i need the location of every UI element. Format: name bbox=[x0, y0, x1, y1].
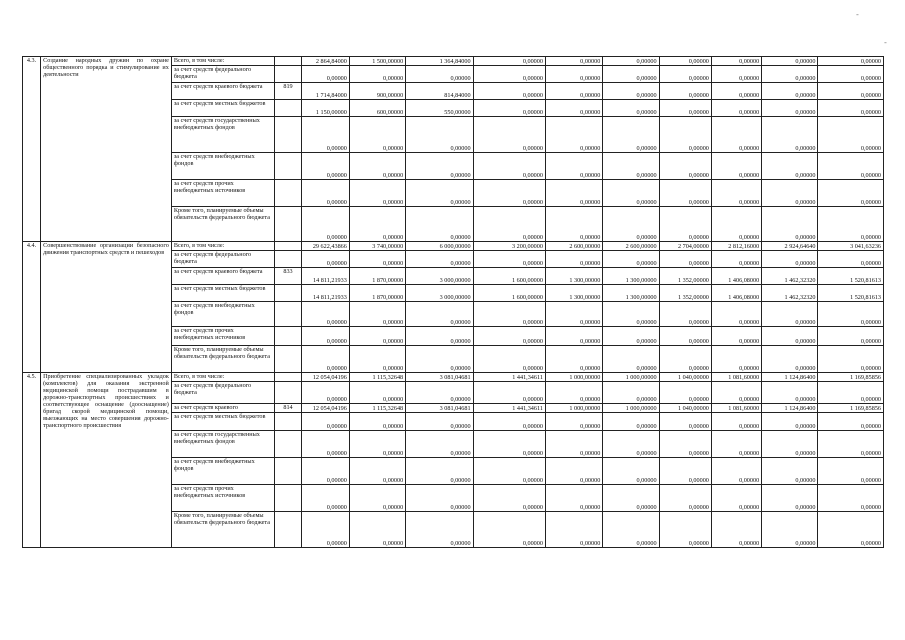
amount-cell: 0,00000 bbox=[406, 512, 473, 548]
amount-cell: 1 000,00000 bbox=[603, 373, 659, 382]
amount-cell: 0,00000 bbox=[603, 251, 659, 268]
amount-cell: 1 124,86400 bbox=[762, 373, 818, 382]
amount-cell: 0,00000 bbox=[659, 327, 711, 346]
amount-cell: 900,00000 bbox=[349, 83, 405, 100]
funding-source-label: за счет средств внебюджетных фондов bbox=[171, 153, 275, 180]
amount-cell: 0,00000 bbox=[545, 327, 602, 346]
budget-code bbox=[275, 66, 301, 83]
amount-cell: 0,00000 bbox=[301, 302, 349, 327]
amount-cell: 0,00000 bbox=[349, 207, 405, 242]
amount-cell: 0,00000 bbox=[545, 251, 602, 268]
amount-cell: 0,00000 bbox=[545, 180, 602, 207]
amount-cell: 0,00000 bbox=[818, 180, 884, 207]
amount-cell: 0,00000 bbox=[711, 458, 761, 485]
amount-cell: 0,00000 bbox=[762, 117, 818, 153]
amount-cell: 0,00000 bbox=[711, 153, 761, 180]
amount-cell: 1 150,00000 bbox=[301, 100, 349, 117]
amount-cell: 0,00000 bbox=[659, 100, 711, 117]
amount-cell: 0,00000 bbox=[762, 180, 818, 207]
amount-cell: 0,00000 bbox=[711, 251, 761, 268]
amount-cell: 1 000,00000 bbox=[545, 404, 602, 413]
amount-cell: 0,00000 bbox=[406, 180, 473, 207]
amount-cell: 0,00000 bbox=[406, 207, 473, 242]
amount-cell: 0,00000 bbox=[406, 458, 473, 485]
amount-cell: 0,00000 bbox=[818, 57, 884, 66]
amount-cell: 0,00000 bbox=[406, 327, 473, 346]
funding-source-label: за счет средств внебюджетных фондов bbox=[171, 458, 275, 485]
amount-cell: 0,00000 bbox=[659, 431, 711, 458]
amount-cell: 0,00000 bbox=[406, 413, 473, 431]
amount-cell: 0,00000 bbox=[545, 83, 602, 100]
amount-cell: 0,00000 bbox=[603, 57, 659, 66]
amount-cell: 2 704,00000 bbox=[659, 242, 711, 251]
amount-cell: 0,00000 bbox=[818, 512, 884, 548]
amount-cell: 0,00000 bbox=[603, 346, 659, 373]
budget-code bbox=[275, 431, 301, 458]
funding-source-label: Всего, в том числе: bbox=[171, 242, 275, 251]
table-row bbox=[23, 242, 884, 251]
amount-cell: 0,00000 bbox=[473, 66, 545, 83]
amount-cell: 0,00000 bbox=[301, 251, 349, 268]
funding-source-label: за счет средств прочих внебюджетных источников bbox=[171, 485, 275, 512]
amount-cell: 0,00000 bbox=[301, 382, 349, 404]
amount-cell: 0,00000 bbox=[406, 485, 473, 512]
amount-cell: 14 811,21933 bbox=[301, 285, 349, 302]
amount-cell: 0,00000 bbox=[762, 251, 818, 268]
amount-cell: 0,00000 bbox=[659, 83, 711, 100]
amount-cell: 3 081,04681 bbox=[406, 404, 473, 413]
amount-cell: 0,00000 bbox=[762, 431, 818, 458]
amount-cell: 1 300,00000 bbox=[545, 268, 602, 285]
amount-cell: 0,00000 bbox=[473, 57, 545, 66]
amount-cell: 1 520,81613 bbox=[818, 285, 884, 302]
amount-cell: 0,00000 bbox=[711, 207, 761, 242]
amount-cell: 0,00000 bbox=[473, 251, 545, 268]
amount-cell: 0,00000 bbox=[545, 346, 602, 373]
amount-cell: 0,00000 bbox=[603, 153, 659, 180]
amount-cell: 0,00000 bbox=[473, 207, 545, 242]
amount-cell: 0,00000 bbox=[818, 207, 884, 242]
funding-source-label: за счет средств прочих внебюджетных источников bbox=[171, 180, 275, 207]
amount-cell: 0,00000 bbox=[762, 458, 818, 485]
amount-cell: 0,00000 bbox=[301, 207, 349, 242]
amount-cell: 0,00000 bbox=[762, 327, 818, 346]
amount-cell: 0,00000 bbox=[406, 302, 473, 327]
amount-cell: 1 124,86400 bbox=[762, 404, 818, 413]
budget-code bbox=[275, 327, 301, 346]
budget-code: 819 bbox=[275, 83, 301, 100]
amount-cell: 0,00000 bbox=[473, 100, 545, 117]
budget-code bbox=[275, 207, 301, 242]
amount-cell: 0,00000 bbox=[406, 431, 473, 458]
budget-code bbox=[275, 373, 301, 382]
amount-cell: 0,00000 bbox=[659, 207, 711, 242]
amount-cell: 0,00000 bbox=[473, 512, 545, 548]
section-number: 4.5. bbox=[23, 373, 41, 548]
amount-cell: 0,00000 bbox=[659, 512, 711, 548]
amount-cell: 1 406,08000 bbox=[711, 268, 761, 285]
funding-source-label: за счет средств государственных внебюджетных фондов bbox=[171, 431, 275, 458]
amount-cell: 0,00000 bbox=[711, 346, 761, 373]
amount-cell: 0,00000 bbox=[818, 83, 884, 100]
amount-cell: 0,00000 bbox=[473, 180, 545, 207]
amount-cell: 0,00000 bbox=[603, 100, 659, 117]
funding-source-label: за счет средств внебюджетных фондов bbox=[171, 302, 275, 327]
amount-cell: 0,00000 bbox=[762, 346, 818, 373]
amount-cell: 1 462,32320 bbox=[762, 268, 818, 285]
amount-cell: 0,00000 bbox=[659, 66, 711, 83]
amount-cell: 1 870,00000 bbox=[349, 268, 405, 285]
budget-code bbox=[275, 285, 301, 302]
amount-cell: 0,00000 bbox=[659, 302, 711, 327]
amount-cell: 1 462,32320 bbox=[762, 285, 818, 302]
amount-cell: 0,00000 bbox=[711, 180, 761, 207]
funding-source-label: за счет средств федерального бюджета bbox=[171, 66, 275, 83]
amount-cell: 0,00000 bbox=[473, 302, 545, 327]
budget-code bbox=[275, 485, 301, 512]
amount-cell: 0,00000 bbox=[659, 382, 711, 404]
amount-cell: 1 441,34611 bbox=[473, 404, 545, 413]
budget-code bbox=[275, 512, 301, 548]
amount-cell: 0,00000 bbox=[659, 153, 711, 180]
amount-cell: 3 000,00000 bbox=[406, 285, 473, 302]
amount-cell: 0,00000 bbox=[711, 302, 761, 327]
budget-code bbox=[275, 413, 301, 431]
amount-cell: 0,00000 bbox=[349, 458, 405, 485]
funding-source-label: Всего, в том числе: bbox=[171, 57, 275, 66]
amount-cell: 0,00000 bbox=[818, 431, 884, 458]
amount-cell: 0,00000 bbox=[762, 485, 818, 512]
amount-cell: 0,00000 bbox=[301, 117, 349, 153]
amount-cell: 0,00000 bbox=[762, 512, 818, 548]
amount-cell: 0,00000 bbox=[659, 413, 711, 431]
budget-code bbox=[275, 382, 301, 404]
section-number: 4.4. bbox=[23, 242, 41, 373]
amount-cell: 6 000,00000 bbox=[406, 242, 473, 251]
amount-cell: 0,00000 bbox=[603, 83, 659, 100]
table-row bbox=[23, 57, 884, 66]
amount-cell: 0,00000 bbox=[818, 153, 884, 180]
amount-cell: 12 054,04196 bbox=[301, 373, 349, 382]
amount-cell: 1 115,32648 bbox=[349, 404, 405, 413]
amount-cell: 0,00000 bbox=[603, 413, 659, 431]
amount-cell: 0,00000 bbox=[659, 117, 711, 153]
amount-cell: 0,00000 bbox=[711, 382, 761, 404]
funding-source-label: за счет средств краевого бюджета bbox=[171, 268, 275, 285]
funding-source-label: Кроме того, планируемые объемы обязательств федерального бюджета bbox=[171, 207, 275, 242]
amount-cell: 0,00000 bbox=[301, 66, 349, 83]
funding-source-label: Всего, в том числе: bbox=[171, 373, 275, 382]
amount-cell: 0,00000 bbox=[603, 207, 659, 242]
amount-cell: 0,00000 bbox=[818, 458, 884, 485]
amount-cell: 0,00000 bbox=[349, 180, 405, 207]
amount-cell: 0,00000 bbox=[301, 431, 349, 458]
funding-source-label: за счет средств местных бюджетов bbox=[171, 285, 275, 302]
amount-cell: 0,00000 bbox=[603, 485, 659, 512]
funding-source-label: Кроме того, планируемые объемы обязательств федерального бюджета bbox=[171, 346, 275, 373]
amount-cell: 0,00000 bbox=[301, 458, 349, 485]
amount-cell: 0,00000 bbox=[818, 302, 884, 327]
amount-cell: 0,00000 bbox=[603, 431, 659, 458]
amount-cell: 2 864,84000 bbox=[301, 57, 349, 66]
budget-code bbox=[275, 153, 301, 180]
funding-source-label: за счет средств местных бюджетов bbox=[171, 100, 275, 117]
amount-cell: 0,00000 bbox=[301, 180, 349, 207]
amount-cell: 1 169,85856 bbox=[818, 404, 884, 413]
amount-cell: 1 352,00000 bbox=[659, 285, 711, 302]
amount-cell: 0,00000 bbox=[711, 100, 761, 117]
amount-cell: 0,00000 bbox=[473, 327, 545, 346]
amount-cell: 0,00000 bbox=[545, 153, 602, 180]
amount-cell: 3 000,00000 bbox=[406, 268, 473, 285]
amount-cell: 0,00000 bbox=[603, 302, 659, 327]
amount-cell: 0,00000 bbox=[659, 57, 711, 66]
amount-cell: 0,00000 bbox=[818, 66, 884, 83]
funding-source-label: за счет средств федерального бюджета bbox=[171, 382, 275, 404]
amount-cell: 0,00000 bbox=[603, 180, 659, 207]
amount-cell: 0,00000 bbox=[473, 346, 545, 373]
amount-cell: 0,00000 bbox=[406, 251, 473, 268]
amount-cell: 0,00000 bbox=[473, 117, 545, 153]
amount-cell: 1 000,00000 bbox=[545, 373, 602, 382]
amount-cell: 814,84000 bbox=[406, 83, 473, 100]
amount-cell: 0,00000 bbox=[711, 66, 761, 83]
amount-cell: 0,00000 bbox=[349, 382, 405, 404]
amount-cell: 0,00000 bbox=[349, 431, 405, 458]
amount-cell: 0,00000 bbox=[545, 458, 602, 485]
amount-cell: 0,00000 bbox=[762, 100, 818, 117]
corner-mark: - bbox=[884, 38, 887, 47]
amount-cell: 14 811,21933 bbox=[301, 268, 349, 285]
amount-cell: 0,00000 bbox=[711, 485, 761, 512]
budget-code bbox=[275, 346, 301, 373]
amount-cell: 0,00000 bbox=[349, 153, 405, 180]
amount-cell: 0,00000 bbox=[762, 153, 818, 180]
amount-cell: 0,00000 bbox=[711, 512, 761, 548]
budget-code bbox=[275, 242, 301, 251]
amount-cell: 0,00000 bbox=[762, 66, 818, 83]
amount-cell: 550,00000 bbox=[406, 100, 473, 117]
budget-code bbox=[275, 251, 301, 268]
amount-cell: 0,00000 bbox=[473, 153, 545, 180]
amount-cell: 0,00000 bbox=[349, 66, 405, 83]
amount-cell: 0,00000 bbox=[406, 382, 473, 404]
amount-cell: 0,00000 bbox=[406, 153, 473, 180]
amount-cell: 0,00000 bbox=[818, 382, 884, 404]
amount-cell: 0,00000 bbox=[603, 458, 659, 485]
amount-cell: 0,00000 bbox=[301, 327, 349, 346]
amount-cell: 0,00000 bbox=[406, 117, 473, 153]
amount-cell: 29 622,43866 bbox=[301, 242, 349, 251]
amount-cell: 0,00000 bbox=[545, 207, 602, 242]
amount-cell: 1 352,00000 bbox=[659, 268, 711, 285]
amount-cell: 2 812,16000 bbox=[711, 242, 761, 251]
amount-cell: 1 600,00000 bbox=[473, 268, 545, 285]
amount-cell: 0,00000 bbox=[545, 512, 602, 548]
budget-code: 833 bbox=[275, 268, 301, 285]
amount-cell: 0,00000 bbox=[545, 100, 602, 117]
amount-cell: 1 040,00000 bbox=[659, 373, 711, 382]
amount-cell: 0,00000 bbox=[818, 327, 884, 346]
budget-code bbox=[275, 458, 301, 485]
corner-mark: - bbox=[856, 10, 859, 19]
amount-cell: 0,00000 bbox=[603, 512, 659, 548]
amount-cell: 0,00000 bbox=[473, 413, 545, 431]
funding-source-label: за счет средств краевого bbox=[171, 404, 275, 413]
amount-cell: 0,00000 bbox=[545, 382, 602, 404]
amount-cell: 0,00000 bbox=[349, 327, 405, 346]
amount-cell: 0,00000 bbox=[349, 251, 405, 268]
amount-cell: 1 300,00000 bbox=[545, 285, 602, 302]
amount-cell: 0,00000 bbox=[762, 382, 818, 404]
amount-cell: 0,00000 bbox=[818, 485, 884, 512]
amount-cell: 1 300,00000 bbox=[603, 268, 659, 285]
amount-cell: 0,00000 bbox=[659, 458, 711, 485]
amount-cell: 0,00000 bbox=[818, 117, 884, 153]
funding-source-label: за счет средств прочих внебюджетных источников bbox=[171, 327, 275, 346]
amount-cell: 0,00000 bbox=[301, 512, 349, 548]
amount-cell: 1 406,08000 bbox=[711, 285, 761, 302]
amount-cell: 3 081,04681 bbox=[406, 373, 473, 382]
amount-cell: 0,00000 bbox=[545, 57, 602, 66]
amount-cell: 0,00000 bbox=[762, 83, 818, 100]
amount-cell: 0,00000 bbox=[711, 413, 761, 431]
amount-cell: 0,00000 bbox=[406, 346, 473, 373]
amount-cell: 1 115,32648 bbox=[349, 373, 405, 382]
amount-cell: 0,00000 bbox=[473, 431, 545, 458]
budget-code: 814 bbox=[275, 404, 301, 413]
amount-cell: 0,00000 bbox=[711, 431, 761, 458]
amount-cell: 1 870,00000 bbox=[349, 285, 405, 302]
table-row bbox=[23, 373, 884, 382]
section-number: 4.3. bbox=[23, 57, 41, 242]
amount-cell: 0,00000 bbox=[603, 117, 659, 153]
amount-cell: 0,00000 bbox=[659, 346, 711, 373]
amount-cell: 1 520,81613 bbox=[818, 268, 884, 285]
funding-source-label: за счет средств федерального бюджета bbox=[171, 251, 275, 268]
amount-cell: 0,00000 bbox=[545, 117, 602, 153]
section-title: Приобретение специализированных укладок (комплектов) для оказания экстренной медицинской помощи пострадавшим в дорожно-транспортных происшествиях и соответствующее оснащение (дооснащение) бригад скорой медицинской помощи, выезжающих на место совершения дорожно-транспортного происшествия bbox=[41, 373, 172, 548]
amount-cell: 0,00000 bbox=[301, 153, 349, 180]
amount-cell: 0,00000 bbox=[711, 57, 761, 66]
section-title: Создание народных дружин по охране общественного порядка и стимулирование их деятельности bbox=[41, 57, 172, 242]
funding-source-label: за счет средств местных бюджетов bbox=[171, 413, 275, 431]
funding-source-label: Кроме того, планируемые объемы обязательств федерального бюджета bbox=[171, 512, 275, 548]
budget-code bbox=[275, 117, 301, 153]
amount-cell: 0,00000 bbox=[349, 302, 405, 327]
amount-cell: 0,00000 bbox=[473, 458, 545, 485]
amount-cell: 0,00000 bbox=[818, 413, 884, 431]
funding-source-label: за счет средств государственных внебюджетных фондов bbox=[171, 117, 275, 153]
amount-cell: 0,00000 bbox=[349, 413, 405, 431]
budget-code bbox=[275, 100, 301, 117]
amount-cell: 0,00000 bbox=[762, 413, 818, 431]
amount-cell: 0,00000 bbox=[545, 431, 602, 458]
amount-cell: 1 714,84000 bbox=[301, 83, 349, 100]
amount-cell: 1 364,84000 bbox=[406, 57, 473, 66]
amount-cell: 1 081,60000 bbox=[711, 404, 761, 413]
amount-cell: 0,00000 bbox=[545, 66, 602, 83]
amount-cell: 0,00000 bbox=[349, 512, 405, 548]
amount-cell: 0,00000 bbox=[818, 346, 884, 373]
amount-cell: 1 500,00000 bbox=[349, 57, 405, 66]
amount-cell: 0,00000 bbox=[349, 485, 405, 512]
section-title: Совершенствование организации безопасного движения транспортных средств и пешеходов bbox=[41, 242, 172, 373]
amount-cell: 0,00000 bbox=[762, 57, 818, 66]
amount-cell: 0,00000 bbox=[545, 485, 602, 512]
amount-cell: 0,00000 bbox=[711, 117, 761, 153]
amount-cell: 2 600,00000 bbox=[545, 242, 602, 251]
amount-cell: 0,00000 bbox=[406, 66, 473, 83]
amount-cell: 0,00000 bbox=[473, 382, 545, 404]
amount-cell: 0,00000 bbox=[762, 302, 818, 327]
amount-cell: 1 600,00000 bbox=[473, 285, 545, 302]
amount-cell: 0,00000 bbox=[473, 83, 545, 100]
amount-cell: 1 441,34611 bbox=[473, 373, 545, 382]
amount-cell: 0,00000 bbox=[545, 413, 602, 431]
amount-cell: 0,00000 bbox=[659, 180, 711, 207]
amount-cell: 1 040,00000 bbox=[659, 404, 711, 413]
amount-cell: 0,00000 bbox=[603, 382, 659, 404]
amount-cell: 3 740,00000 bbox=[349, 242, 405, 251]
amount-cell: 3 041,63236 bbox=[818, 242, 884, 251]
amount-cell: 0,00000 bbox=[349, 117, 405, 153]
amount-cell: 2 600,00000 bbox=[603, 242, 659, 251]
amount-cell: 0,00000 bbox=[301, 413, 349, 431]
budget-code bbox=[275, 302, 301, 327]
amount-cell: 0,00000 bbox=[545, 302, 602, 327]
amount-cell: 3 200,00000 bbox=[473, 242, 545, 251]
amount-cell: 0,00000 bbox=[301, 485, 349, 512]
amount-cell: 0,00000 bbox=[659, 485, 711, 512]
amount-cell: 1 000,00000 bbox=[603, 404, 659, 413]
budget-code bbox=[275, 57, 301, 66]
amount-cell: 1 300,00000 bbox=[603, 285, 659, 302]
amount-cell: 0,00000 bbox=[603, 66, 659, 83]
amount-cell: 0,00000 bbox=[301, 346, 349, 373]
amount-cell: 0,00000 bbox=[711, 83, 761, 100]
amount-cell: 0,00000 bbox=[659, 251, 711, 268]
amount-cell: 1 081,60000 bbox=[711, 373, 761, 382]
amount-cell: 2 924,64640 bbox=[762, 242, 818, 251]
amount-cell: 12 054,04196 bbox=[301, 404, 349, 413]
amount-cell: 0,00000 bbox=[473, 485, 545, 512]
amount-cell: 0,00000 bbox=[818, 100, 884, 117]
amount-cell: 0,00000 bbox=[349, 346, 405, 373]
amount-cell: 0,00000 bbox=[762, 207, 818, 242]
amount-cell: 0,00000 bbox=[711, 327, 761, 346]
amount-cell: 0,00000 bbox=[603, 327, 659, 346]
budget-table bbox=[22, 56, 884, 548]
funding-source-label: за счет средств краевого бюджета bbox=[171, 83, 275, 100]
amount-cell: 0,00000 bbox=[818, 251, 884, 268]
amount-cell: 600,00000 bbox=[349, 100, 405, 117]
budget-code bbox=[275, 180, 301, 207]
amount-cell: 1 169,85856 bbox=[818, 373, 884, 382]
